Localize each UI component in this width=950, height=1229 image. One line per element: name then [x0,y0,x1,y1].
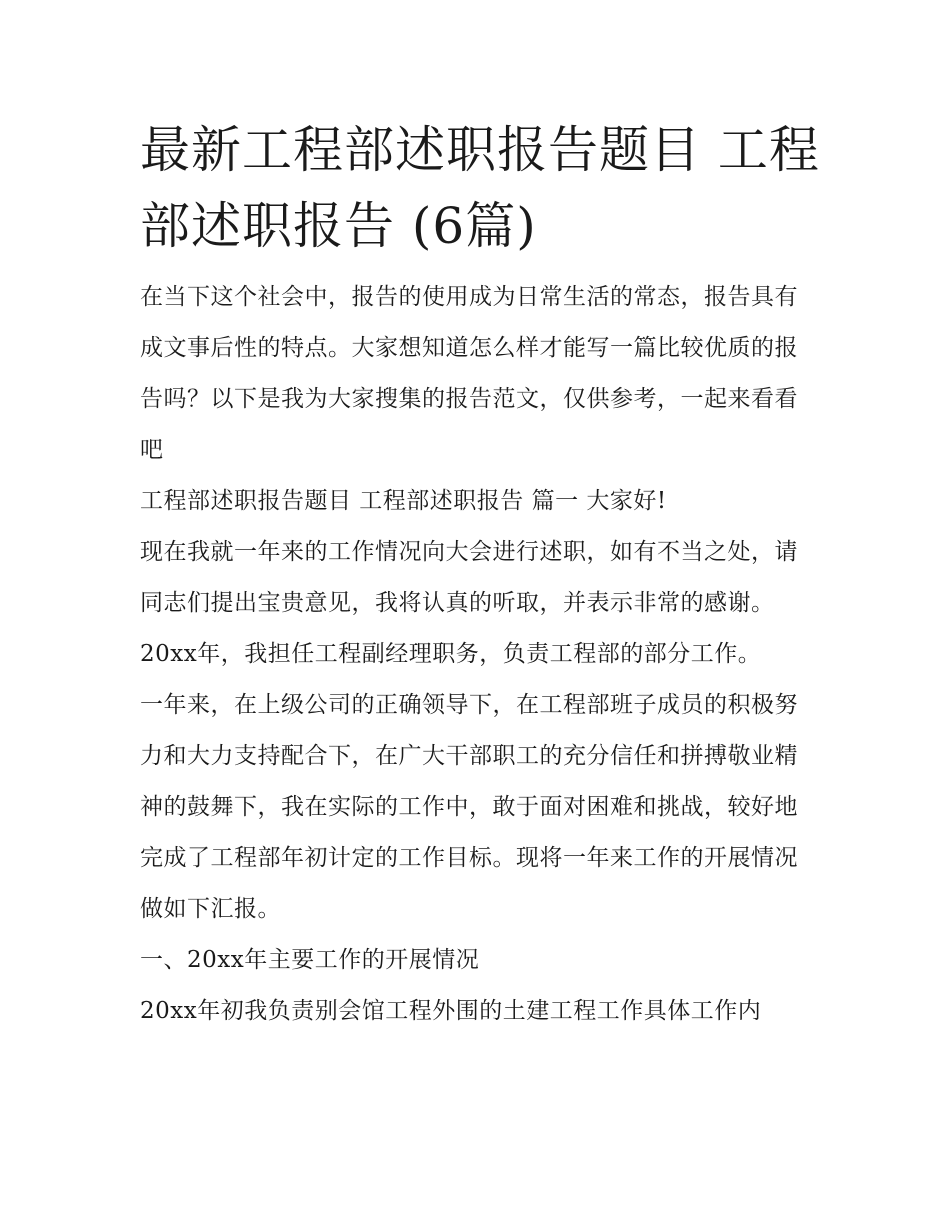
paragraph-opening: 现在我就一年来的工作情况向大会进行述职，如有不当之处，请同志们提出宝贵意见，我将认真的听取，并表示非常的感谢。 [140,539,798,616]
paragraph-work-detail: 20xx年初我负责别会馆工程外围的土建工程工作具体工作内 [140,998,762,1024]
paragraph-role: 20xx年，我担任工程副经理职务，负责工程部的部分工作。 [140,641,762,667]
document-title: 最新工程部述职报告题目 工程部述职报告 (6篇) [140,121,820,255]
paragraph-intro: 在当下这个社会中，报告的使用成为日常生活的常态，报告具有成文事后性的特点。大家想知道怎么样才能写一篇比较优质的报告吗？以下是我为大家搜集的报告范文，仅供参考，一起来看看吧 [140,284,798,463]
paragraph-section-heading: 工程部述职报告题目 工程部述职报告 篇一 大家好! [140,488,667,514]
paragraph-subheading: 一、20xx年主要工作的开展情况 [140,947,480,973]
document-page [140,112,820,1037]
paragraph-summary: 一年来，在上级公司的正确领导下，在工程部班子成员的积极努力和大力支持配合下，在广大干部职工的充分信任和拼搏敬业精神的鼓舞下，我在实际的工作中，敢于面对困难和挑战，较好地完成了工程部年初计定的工作目标。现将一年来工作的开展情况做如下汇报。 [140,692,798,922]
